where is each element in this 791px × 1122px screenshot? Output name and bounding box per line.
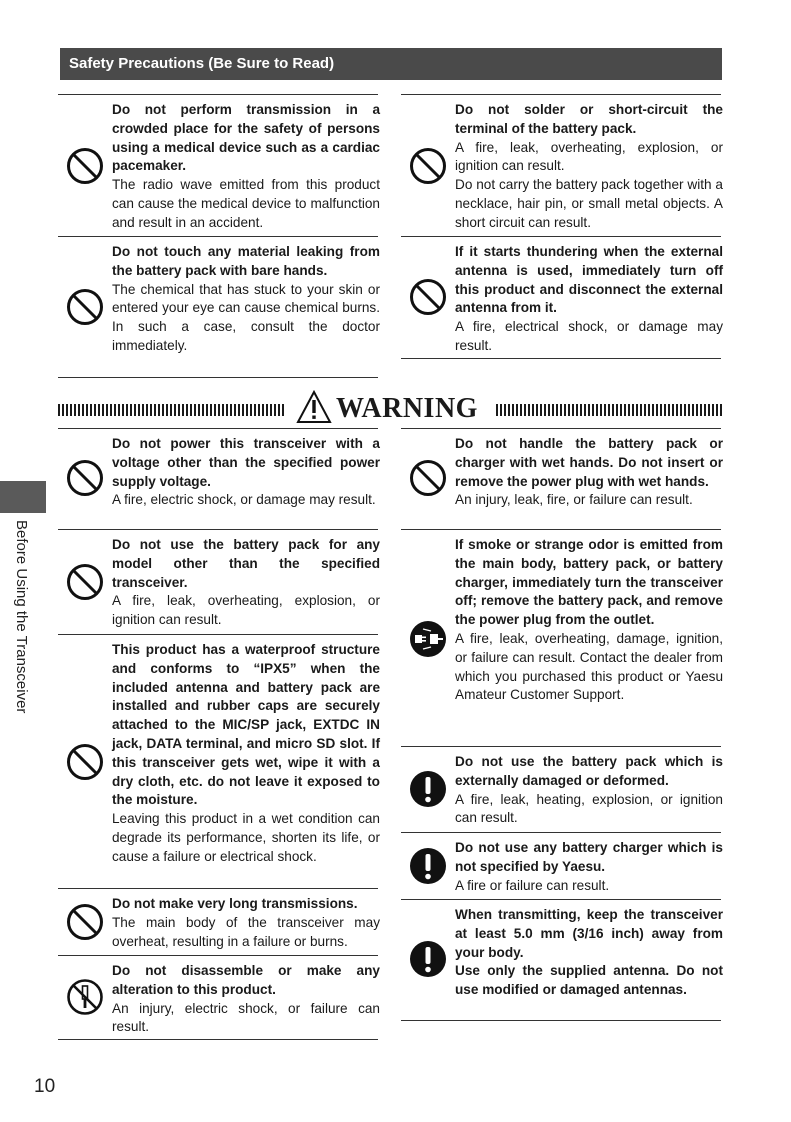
warning-word: WARNING <box>336 393 478 424</box>
precaution-block <box>58 955 378 1040</box>
precaution-heading: Do not touch any material leaking from the battery pack with bare hands. <box>112 244 380 278</box>
prohibited-icon <box>66 147 104 185</box>
precaution-text: The main body of the transceiver may overheat, resulting in a failure or burns. <box>112 914 380 949</box>
precaution-text: A fire or failure can result. <box>455 877 610 893</box>
precaution-heading: Do not use any battery charger which is not specified by Yaesu. <box>455 840 723 874</box>
precaution-block <box>58 888 378 954</box>
precaution-block <box>58 634 378 887</box>
precaution-block <box>401 428 721 528</box>
prohibited-icon <box>66 563 104 601</box>
precaution-block <box>401 899 721 1021</box>
precaution-block <box>401 746 721 831</box>
section-header: Safety Precautions (Be Sure to Read) <box>60 48 722 80</box>
unplug-icon <box>409 620 447 658</box>
mandatory-icon <box>409 847 447 885</box>
precaution-block <box>401 832 721 899</box>
prohibited-icon <box>409 278 447 316</box>
precaution-text: The chemical that has stuck to your skin or entered your eye can cause chemical burns. In such a case, consult the doctor immediately. <box>112 281 380 353</box>
precaution-block <box>401 94 721 235</box>
precaution-heading: If it starts thundering when the external antenna is used, immediately turn off this product and disconnect the external antenna from it. <box>455 244 723 316</box>
precaution-heading: If smoke or strange odor is emitted from the main body, battery pack, or battery charger, immediately turn the transceiver off; remove the battery pack, and remove the power plug from the outlet. <box>455 537 723 628</box>
precaution-text: A fire, leak, overheating, explosion, or ignition can result. <box>112 593 380 628</box>
precaution-heading: Do not perform transmission in a crowded place for the safety of persons using a medical device such as a cardiac pacemaker. <box>112 102 380 174</box>
precaution-heading: Do not solder or short-circuit the terminal of the battery pack. <box>455 102 723 136</box>
warning-banner <box>58 388 722 428</box>
precaution-text: Do not carry the battery pack together with a necklace, hair pin, or small metal objects. A short circuit can result. <box>455 177 723 230</box>
page-number: 10 <box>34 1076 56 1097</box>
prohibited-icon <box>66 288 104 326</box>
precaution-heading: Use only the supplied antenna. Do not use modified or damaged antennas. <box>455 963 723 998</box>
precaution-text: The radio wave emitted from this product can cause the medical device to malfunction and result in an accident. <box>112 177 380 230</box>
precaution-block <box>401 236 721 359</box>
side-tab-label: Before Using the Transceiver <box>13 520 30 714</box>
warning-triangle-icon <box>296 390 332 424</box>
warning-title <box>296 390 488 426</box>
side-tab-marker <box>0 481 46 513</box>
precaution-block <box>58 428 378 528</box>
precaution-heading: This product has a waterproof structure and conforms to “IPX5” when the included antenna and battery pack are installed and rubber caps are securely attached to the MIC/SP jack, EXTDC IN jack, DATA terminal, and micro SD slot. If this transceiver gets wet, wipe it with a dry cloth, etc. do not leave it exposed to the moisture. <box>112 642 380 808</box>
hatch-divider <box>496 404 722 416</box>
precaution-heading: Do not use the battery pack for any model other than the specified transceiver. <box>112 537 380 590</box>
no-disassembly-icon <box>66 978 104 1016</box>
precaution-text: A fire, leak, overheating, explosion, or ignition can result. <box>455 139 723 174</box>
precaution-heading: Do not power this transceiver with a voltage other than the specified power supply voltage. <box>112 436 380 489</box>
prohibited-icon <box>66 459 104 497</box>
precaution-block <box>58 236 378 378</box>
mandatory-icon <box>409 940 447 978</box>
prohibited-icon <box>409 147 447 185</box>
prohibited-icon <box>66 903 104 941</box>
precaution-block <box>58 529 378 633</box>
precaution-heading: Do not disassemble or make any alteration to this product. <box>112 963 380 997</box>
precaution-text: An injury, leak, fire, or failure can result. <box>455 492 693 508</box>
prohibited-icon <box>409 459 447 497</box>
precaution-heading: Do not handle the battery pack or charger with wet hands. Do not insert or remove the power plug with wet hands. <box>455 436 723 489</box>
prohibited-icon <box>66 743 104 781</box>
hatch-divider <box>58 404 284 416</box>
precaution-text: A fire, leak, heating, explosion, or ignition can result. <box>455 791 723 826</box>
precaution-block <box>401 529 721 745</box>
precaution-text: An injury, electric shock, or failure can result. <box>112 1000 380 1035</box>
precaution-text: A fire, leak, overheating, damage, ignition, or failure can result. Contact the dealer from which you purchased this product or Yaesu Amateur Customer Support. <box>455 630 723 703</box>
precaution-block <box>58 94 378 235</box>
precaution-text: A fire, electric shock, or damage may result. <box>112 492 376 508</box>
precaution-heading: When transmitting, keep the transceiver at least 5.0 mm (3/16 inch) away from your body. <box>455 907 723 960</box>
precaution-text: Leaving this product in a wet condition can degrade its performance, shorten its life, or cause a failure or electrical shock. <box>112 811 380 864</box>
precaution-heading: Do not make very long transmissions. <box>112 896 358 911</box>
precaution-heading: Do not use the battery pack which is externally damaged or deformed. <box>455 754 723 788</box>
mandatory-icon <box>409 770 447 808</box>
precaution-text: A fire, electrical shock, or damage may result. <box>455 319 723 353</box>
